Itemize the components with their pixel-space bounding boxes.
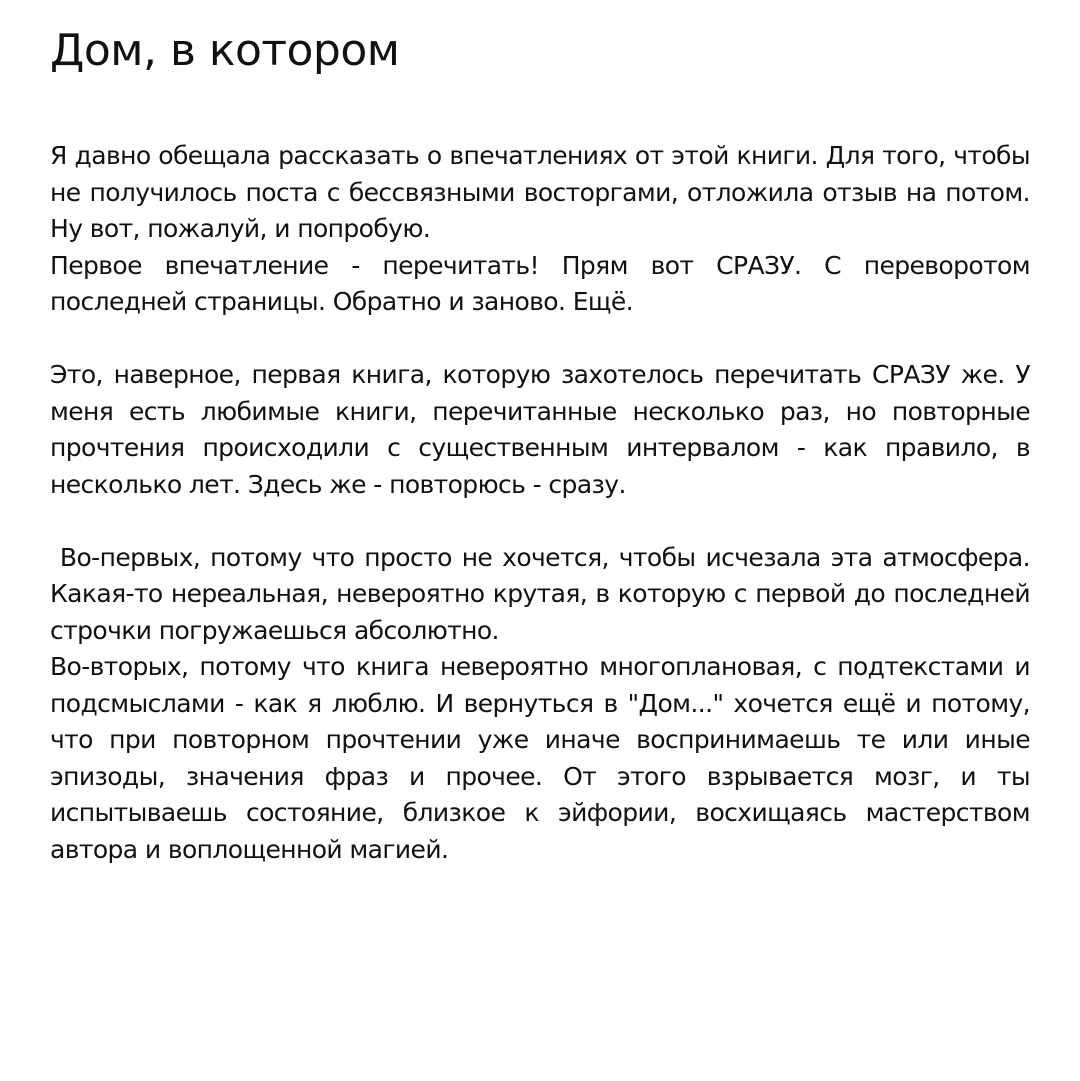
paragraph-5: Во-вторых, потому что книга невероятно многоплановая, с подтекстами и подсмыслами - как я люблю. И вернуться в "Дом..." хочется ещё и потому, что при повторном прочтении уже иначе воспринимаешь те или иные эпизоды, значения фраз и прочее. От этого взрывается мозг, и ты испытываешь состояние, близкое к эйфории, восхищаясь мастерством автора и воплощенной магией. <box>50 652 1030 864</box>
document-title: Дом, в котором <box>50 25 400 76</box>
paragraph-4: Во-первых, потому что просто не хочется, чтобы исчезала эта атмосфера. Какая-то нереальная, невероятно крутая, в которую с первой до последней строчки погружаешься абсолютно. <box>50 542 1038 645</box>
document-body <box>50 138 1038 868</box>
paragraph-gap <box>50 503 1030 540</box>
paragraph-3: Это, наверное, первая книга, которую захотелось перечитать СРАЗУ же. У меня есть любимые книги, перечитанные несколько раз, но повторные прочтения происходили с существенным интервалом - как правило, в несколько лет. Здесь же - повторюсь - сразу. <box>50 360 1030 499</box>
paragraph-gap <box>50 321 1030 358</box>
paragraph-1: Я давно обещала рассказать о впечатлениях от этой книги. Для того, чтобы не получилось поста с бессвязными восторгами, отложила отзыв на потом. Ну вот, пожалуй, и попробую. <box>50 141 1030 243</box>
paragraph-2: Первое впечатление - перечитать! Прям вот СРАЗУ. С переворотом последней страницы. Обратно и заново. Ещё. <box>50 250 1030 316</box>
